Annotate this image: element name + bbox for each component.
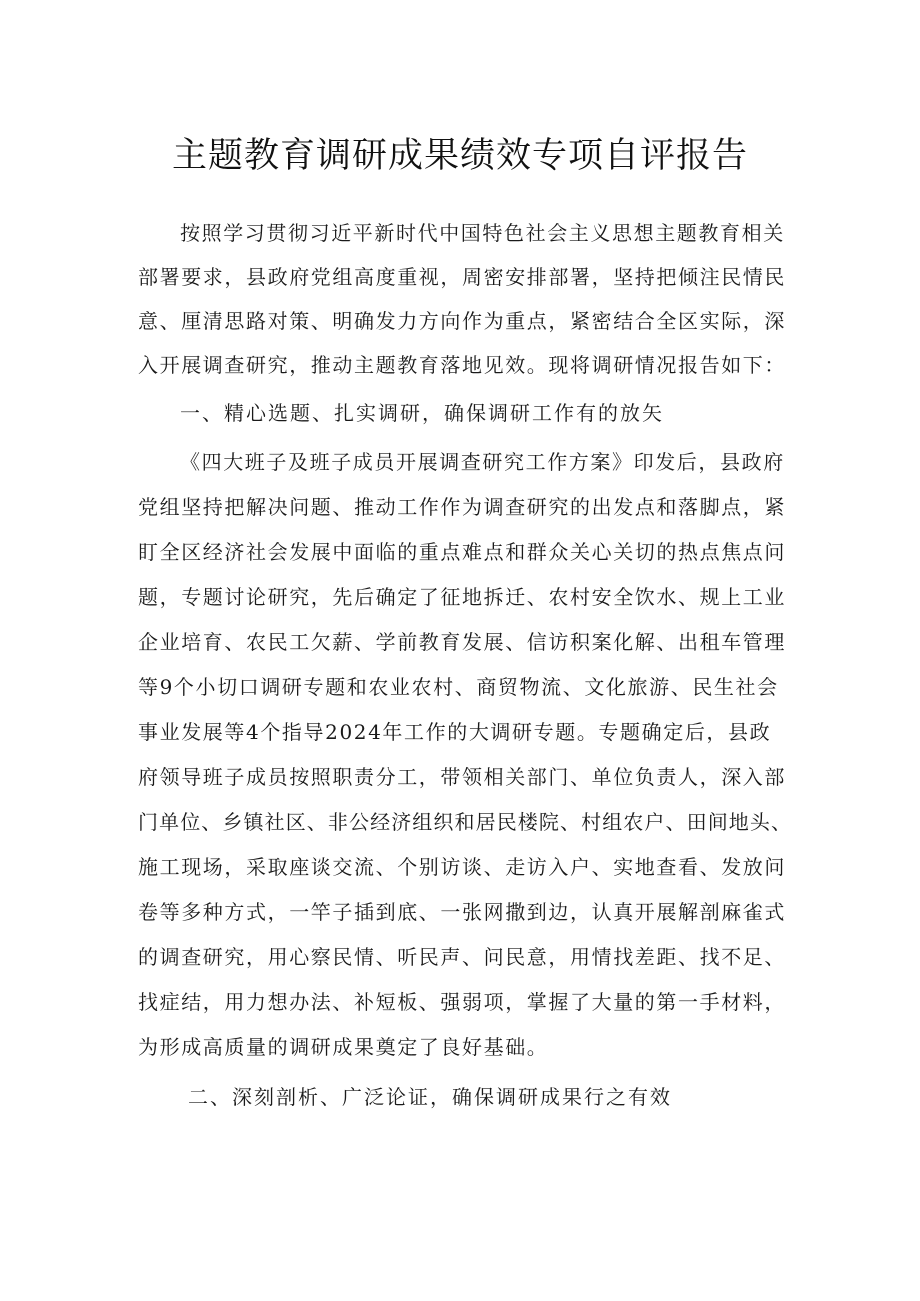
section-heading-2: 二、深刻剖析、广泛论证，确保调研成果行之有效: [188, 1085, 672, 1109]
document-title: 主题教育调研成果绩效专项自评报告: [171, 136, 748, 176]
paragraph-line: 事业发展等4个指导2024年工作的大调研专题。专题确定后，县政: [138, 720, 772, 744]
paragraph-line: 按照学习贯彻习近平新时代中国特色社会主义思想主题教育相关: [180, 221, 785, 245]
paragraph-line: 府领导班子成员按照职责分工，带领相关部门、单位负责人，深入部: [138, 765, 786, 789]
paragraph-line: 等9个小切口调研专题和农业农村、商贸物流、文化旅游、民生社会: [138, 675, 779, 699]
paragraph-line: 卷等多种方式，一竿子插到底、一张网撒到边，认真开展解剖麻雀式: [138, 900, 786, 924]
paragraph-line: 找症结，用力想办法、补短板、强弱项，掌握了大量的第一手材料，: [138, 990, 786, 1014]
paragraph-line: 施工现场，采取座谈交流、个别访谈、走访入户、实地查看、发放问: [138, 855, 786, 879]
paragraph-line: 意、厘清思路对策、明确发力方向作为重点，紧密结合全区实际，深: [138, 309, 786, 333]
paragraph-line: 题，专题讨论研究，先后确定了征地拆迁、农村安全饮水、规上工业: [138, 585, 786, 609]
paragraph-line: 为形成高质量的调研成果奠定了良好基础。: [138, 1035, 549, 1059]
paragraph-line: 企业培育、农民工欠薪、学前教育发展、信访积案化解、出租车管理: [138, 630, 786, 654]
paragraph-line: 《四大班子及班子成员开展调查研究工作方案》印发后，县政府: [180, 450, 785, 474]
paragraph-line: 入开展调查研究，推动主题教育落地见效。现将调研情况报告如下：: [138, 353, 786, 377]
paragraph-line: 的调查研究，用心察民情、听民声、问民意，用情找差距、找不足、: [138, 945, 786, 969]
paragraph-line: 部署要求，县政府党组高度重视，周密安排部署，坚持把倾注民情民: [138, 265, 786, 289]
section-heading-1: 一、精心选题、扎实调研，确保调研工作有的放矢: [180, 401, 664, 425]
paragraph-line: 盯全区经济社会发展中面临的重点难点和群众关心关切的热点焦点问: [138, 540, 786, 564]
paragraph-line: 党组坚持把解决问题、推动工作作为调查研究的出发点和落脚点，紧: [138, 495, 786, 519]
paragraph-line: 门单位、乡镇社区、非公经济组织和居民楼院、村组农户、田间地头、: [138, 810, 793, 834]
